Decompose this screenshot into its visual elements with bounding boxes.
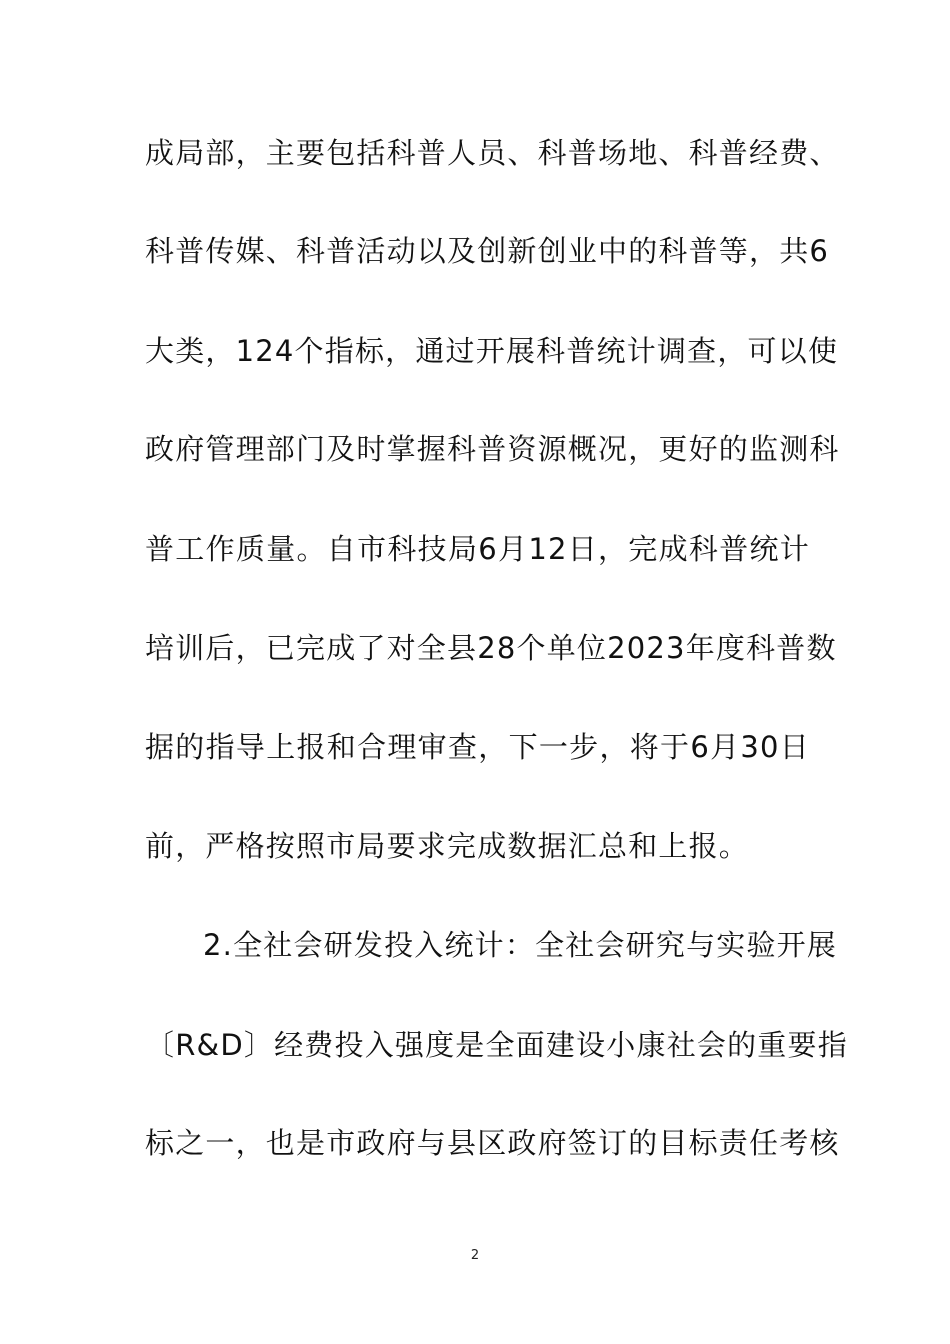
body-text-line-1: 成局部，主要包括科普人员、科普场地、科普经费、 (145, 136, 840, 170)
body-text-line-10: 〔R&D〕经费投入强度是全面建设小康社会的重要指 (145, 1028, 848, 1062)
body-text-line-4: 政府管理部门及时掌握科普资源概况，更好的监测科 (145, 432, 840, 466)
body-text-line-8: 前，严格按照市局要求完成数据汇总和上报。 (145, 829, 750, 863)
page-number: 2 (470, 1248, 480, 1263)
body-text-line-3: 大类，124个指标，通过开展科普统计调查，可以使 (145, 334, 839, 368)
body-text-line-2: 科普传媒、科普活动以及创新创业中的科普等，共6 (145, 234, 830, 268)
body-text-line-5: 普工作质量。自市科技局6月12日，完成科普统计 (145, 532, 810, 566)
paragraph-heading-line: 2.全社会研发投入统计：全社会研究与实验开展 (203, 928, 838, 962)
body-text-line-6: 培训后，已完成了对全县28个单位2023年度科普数 (145, 631, 837, 665)
body-text-line-11: 标之一，也是市政府与县区政府签订的目标责任考核 (145, 1126, 840, 1160)
body-text-line-7: 据的指导上报和合理审查，下一步，将于6月30日 (145, 730, 810, 764)
